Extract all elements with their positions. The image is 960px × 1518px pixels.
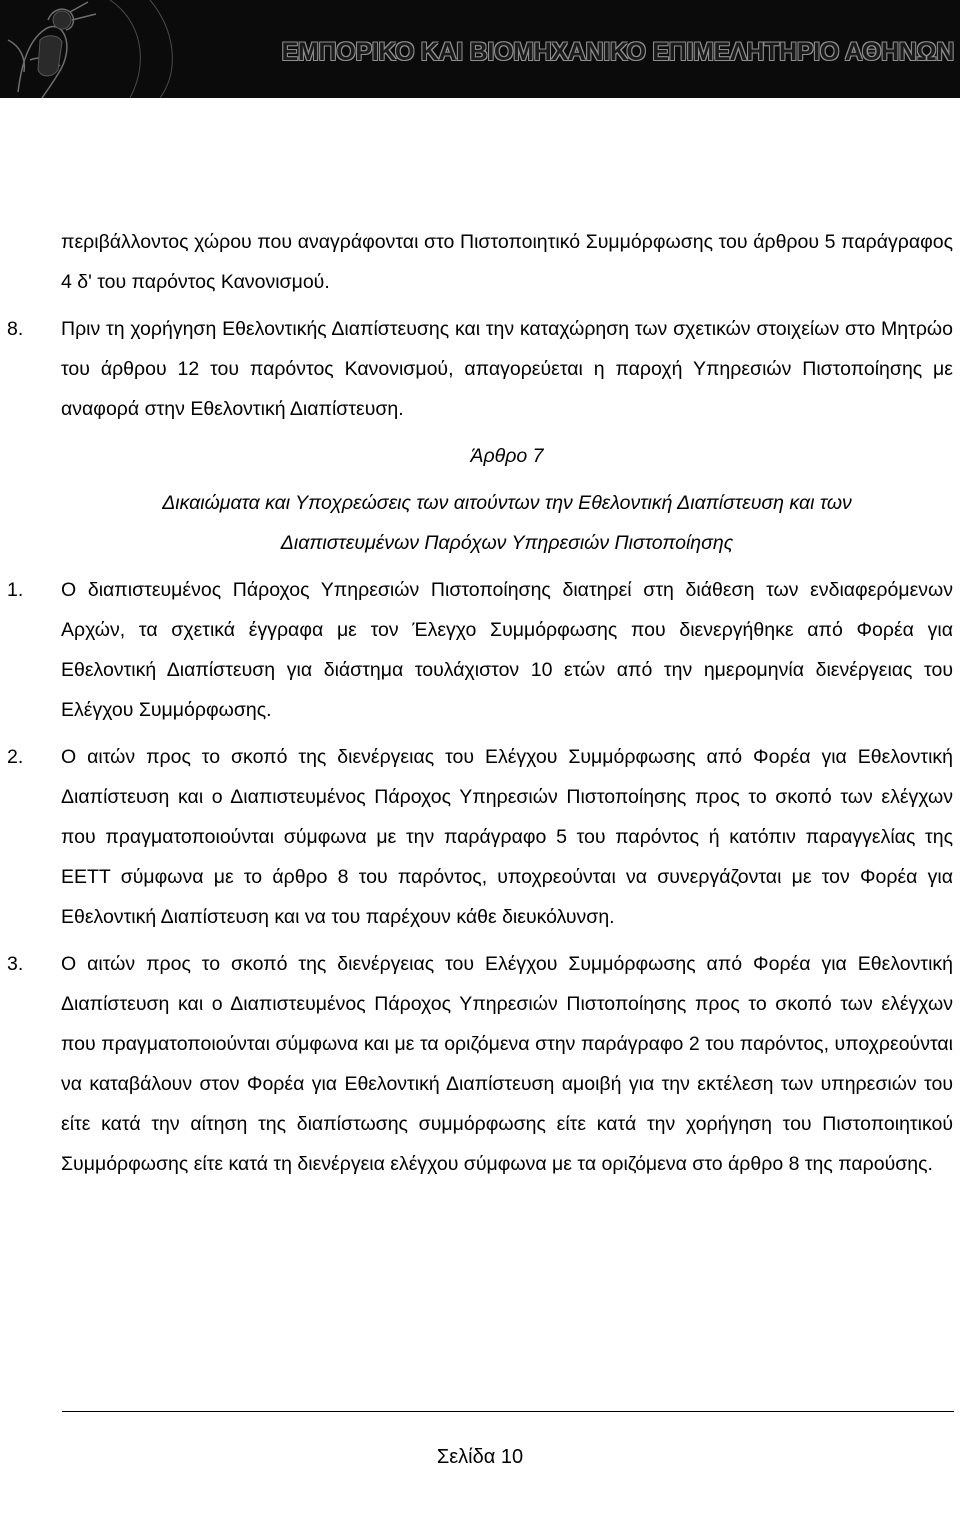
list-item-number: 2. bbox=[7, 746, 24, 768]
list-item-number: 3. bbox=[7, 953, 24, 975]
article-subtitle-line-2: Διαπιστευμένων Παρόχων Υπηρεσιών Πιστοποίησης bbox=[280, 532, 734, 554]
document-body bbox=[7, 222, 953, 1184]
list-item-2 bbox=[7, 737, 953, 937]
list-item-text: Πριν τη χορήγηση Εθελοντικής Διαπίστευσης και την καταχώρηση των σχετικών στοιχείων στο Μητρώο του άρθρου 12 του παρόντος Κανονισμού, απαγορεύεται η παροχή Υπηρεσιών Πιστοποίησης με αναφορά στην Εθελοντική Διαπίστευση. bbox=[61, 318, 953, 420]
list-item-text: Ο διαπιστευμένος Πάροχος Υπηρεσιών Πιστοποίησης διατηρεί στη διάθεση των ενδιαφερόμενων Αρχών, τα σχετικά έγγραφα με τον Έλεγχο Συμμόρφωσης που διενεργήθηκε από Φορέα για Εθελοντική Διαπίστευση για διάστημα τουλάχιστον 10 ετών από την ημερομηνία διενέργειας του Ελέγχου Συμμόρφωσης. bbox=[61, 579, 953, 721]
article-subtitle-line-1: Δικαιώματα και Υποχρεώσεις των αιτούντων την Εθελοντική Διαπίστευση και των bbox=[162, 492, 852, 514]
continuation-paragraph: περιβάλλοντος χώρου που αναγράφονται στο Πιστοποιητικό Συμμόρφωσης του άρθρου 5 παράγραφος 4 δ' του παρόντος Κανονισμού. bbox=[61, 231, 953, 293]
footer-divider bbox=[62, 1411, 954, 1412]
list-item-text: Ο αιτών προς το σκοπό της διενέργειας του Ελέγχου Συμμόρφωσης από Φορέα για Εθελοντική Διαπίστευση και ο Διαπιστευμένος Πάροχος Υπηρεσιών Πιστοποίησης προς το σκοπό των ελέγχων που πραγματοποιούνται σύμφωνα και με τα οριζόμενα στην παράγραφο 2 του παρόντος, υποχρεούνται να καταβάλουν στον Φορέα για Εθελοντική Διαπίστευση αμοιβή για την εκτέλεση των υπηρεσιών του είτε κατά την αίτηση της διαπίστωσης συμμόρφωσης είτε κατά την χορήγηση του Πιστοποιητικού Συμμόρφωσης είτε κατά τη διενέργεια ελέγχου σύμφωνα με τα οριζόμενα στο άρθρο 8 της παρούσης. bbox=[61, 953, 953, 1175]
list-item-3 bbox=[7, 944, 953, 1184]
article-title: Άρθρο 7 bbox=[470, 445, 544, 467]
list-item-text: Ο αιτών προς το σκοπό της διενέργειας του Ελέγχου Συμμόρφωσης από Φορέα για Εθελοντική Διαπίστευση και ο Διαπιστευμένος Πάροχος Υπηρεσιών Πιστοποίησης προς το σκοπό των ελέγχων που πραγματοποιούνται σύμφωνα με την παράγραφο 5 του παρόντος ή κατόπιν παραγγελίας της ΕΕΤΤ σύμφωνα με το άρθρο 8 του παρόντος, υποχρεούνται να συνεργάζονται με τον Φορέα για Εθελοντική Διαπίστευση και να του παρέχουν κάθε διευκόλυνση. bbox=[61, 746, 953, 928]
page-number: Σελίδα 10 bbox=[436, 1446, 524, 1468]
list-item-8 bbox=[7, 309, 953, 429]
document-header-band bbox=[0, 0, 960, 98]
list-item-number: 1. bbox=[7, 579, 24, 601]
list-item-number: 8. bbox=[7, 318, 24, 340]
list-item-1 bbox=[7, 570, 953, 730]
chamber-name: ΕΜΠΟΡΙΚΟ ΚΑΙ ΒΙΟΜΗΧΑΝΙΚΟ ΕΠΙΜΕΛΗΤΗΡΙΟ ΑΘΗΝΩΝ bbox=[281, 38, 954, 66]
